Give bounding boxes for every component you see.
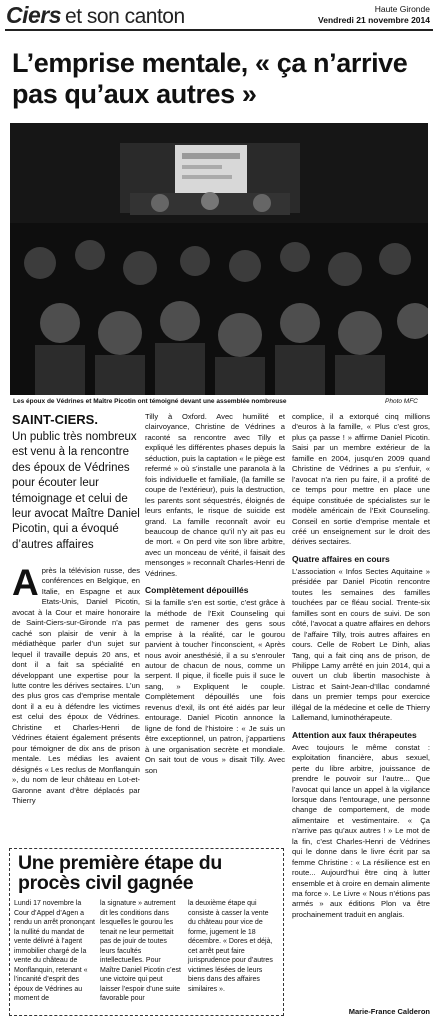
sidebar-column-2: la signature » autrement dit les conditions dans lesquelles le gourou les tenait ne leur permettait pas de jouir de toutes leurs facultés intellectuelles. Pour Maître Daniel Picotin c’est une victoire qui peut laisser l’espoir d’une suite favorable pour: [100, 900, 181, 1002]
subheading: Complètement dépouillés: [145, 585, 249, 596]
article-column-3: [292, 412, 430, 920]
article-column-2: [145, 412, 285, 776]
body-text: L’association « Infos Sectes Aquitaine » présidée par Daniel Picotin rencontre toutes les semaines des familles touchées par ce fléau social. Trente-six familles sont en cours de suivi. De son côté, l’avocat a quatre affaires en dehors de l’affaire Tilly, trois autres affaires en cours. Celle de Robert Le Dinh, alias Tang, qui a fait cinq ans de prison, de Philippe Lamy arrêté en juin 2014, qui a ouvert un club libertin masochiste à Listrac et Saint-Jean-d’Illac condamné dans un premier temps pour exercice illégal de la médecine et celle de Thierry Lallemand, luminothérapeute.: [292, 566, 430, 723]
body-text: Si la famille s’en est sortie, c’est grâce à la méthode de l’Exit Counseling qui permet de ramener des gens sous emprise à la réalité, car le gourou parvient à toucher l’inconscient, « Après nous avoir anesthésié, il a su s’enrouler autour de chacun de nous, comme un serpent. Il pique, il ficelle puis il suce le sang, » Expliquent le couple. Complètement dépouillés une fois revenus d’exil, ils ont été aidés par leur entourage. Daniel Picotin annonce la ligne de fond de l’histoire : « Je suis un être exceptionnel, un patron, j’appartiens à une organisation secrète et mondiale. On sait tout de vous » disait Tilly. Avec son: [145, 598, 285, 775]
newspaper-name: Haute Gironde: [374, 4, 430, 14]
subheading: Quatre affaires en cours: [292, 553, 390, 564]
article-column-1: [12, 562, 140, 806]
sidebar-column-1: Lundi 17 novembre la Cour d’Appel d’Agen a rendu un arrêt prononçant la nullité du mandat de vente délivré à l’agent immobilier chargé de la vente du château de Monflanquin, retenant « l’incanité d’esprit des époux de Védrines au moment de: [14, 900, 95, 1002]
publication-date: Vendredi 21 novembre 2014: [318, 15, 430, 25]
article-author: Marie-France Calderon: [348, 1007, 430, 1016]
audience-photo-illustration: [10, 123, 428, 395]
article-lead: Un public très nombreux est venu à la rencontre des époux de Védrines pour écouter leur témoignage et celui de leur avocat Maître Daniel Picotin, qui a évoqué d’autres affaires: [12, 431, 140, 551]
body-text: Tilly à Oxford. Avec humilité et clairvoyance, Christine de Védrines a raconté sa rencontre avec Tilly et expliqué les différentes phases depuis la séduction, puis la captation « le piège est refermé » où s’installe une paranoïa à la fois individuelle et familiale, (la famille se coupe de l’extérieur), puis la destruction, les parents sont séquestrés, éloignés de leurs enfants, le risque de suicide est grand. La famille reconnaît avoir eu beaucoup de chance qu’il n’y ait pas eu de mort. « On perd vite son libre arbitre, avec un monceau de vérité, il faisait des mensonges » reconnaît Charles-Henri de Védrines.: [145, 412, 285, 578]
sidebar-column-3: la deuxième étape qui consiste à casser la vente du château pour vice de forme, jugement le 18 décembre. « Dores et déjà, cet arrêt peut faire jurisprudence pour d’autres victimes lésées de leurs biens dans des affaires similaires ».: [188, 900, 273, 993]
sidebar-title: Une première étape du procès civil gagnée: [18, 852, 222, 894]
section-subtitle: et son canton: [65, 5, 185, 28]
dateline-location: SAINT-CIERS.: [12, 412, 98, 427]
body-text: près la télévision russe, des conférences en Belgique, en Italie, en Espagne et aux Etats-Unis, Daniel Picotin, avocat à la Cour et maire honoraire de Saint-Ciers-sur-Gironde n’a pas caché son plaisir de venir à la médiathèque parler d’un sujet sur lequel il travaille depuis 20 ans, et dont il a fait sa spécialité en développant une expertise pour la lutte contre les dérives sectaires. L’un des plus gros cas d’emprise mentale dont il a eu à défendre les victimes est celui des époux de Védrines. Christine et Charles-Henri de Védrines étaient également présents pour témoigner de dix ans de prison mentale. Les médias les avaient désignés « Les reclus de Monflanquin », du nom de leur château en Lot-et-Garonne avant d’être déplacés par Thierry: [12, 566, 140, 805]
body-text: Avec toujours le même constat : exploitation financière, abus sexuel, perte du libre arbitre, jouissance de prendre le pouvoir sur l’autre... Que l’avocat qui lance un appel à la vigilance lorsque dans l’entourage, une personne change de comportement, de mode alimentaire et vestimentaire. « Ça n’arrive pas qu’aux autres ! » Le mot de la fin, c’est Charles-Henri de Védrines qui le donne dans le livre écrit par sa femme Christine : « La résilience est en route... Aujourd’hui être cinq à lutter ensemble et à croire en demain alimente ma force ». Le Livre « Nous n’étions pas armés » aux éditions Plon va être prochainement traduit en anglais.: [292, 742, 430, 919]
photo-caption: Les époux de Védrines et Maître Picotin ont témoigné devant une assemblée nombreuse: [13, 398, 287, 405]
article-photo: [10, 123, 428, 395]
article-headline: L’emprise mentale, « ça n’arrive pas qu’aux autres »: [12, 48, 408, 109]
drop-cap: A: [12, 562, 39, 603]
photo-credit: Photo MFC: [385, 398, 418, 405]
subheading: Attention aux faux thérapeutes: [292, 729, 417, 740]
body-text: complice, il a extorqué cinq millions d’euros à la famille, « Plus c’est gros, plus ça passe ! » affirme Daniel Picotin. Saisi par un membre extérieur de la famille en 2004, jusqu’en 2009 quand Christine de Védrines a pu s’enfuir, « l’avocat n’a rien pu faire, il a profité de ce temps pour mettre en place une équipe constituée de spécialistes sur le modèle américain de l’Exit Counseling. Conseil en sortie d’emprise mentale et créé un enseignement sur le droit des dérives sectaires.: [292, 412, 430, 547]
masthead-rule: [5, 29, 433, 31]
section-name: Ciers: [6, 2, 62, 28]
section-masthead: [6, 2, 185, 29]
